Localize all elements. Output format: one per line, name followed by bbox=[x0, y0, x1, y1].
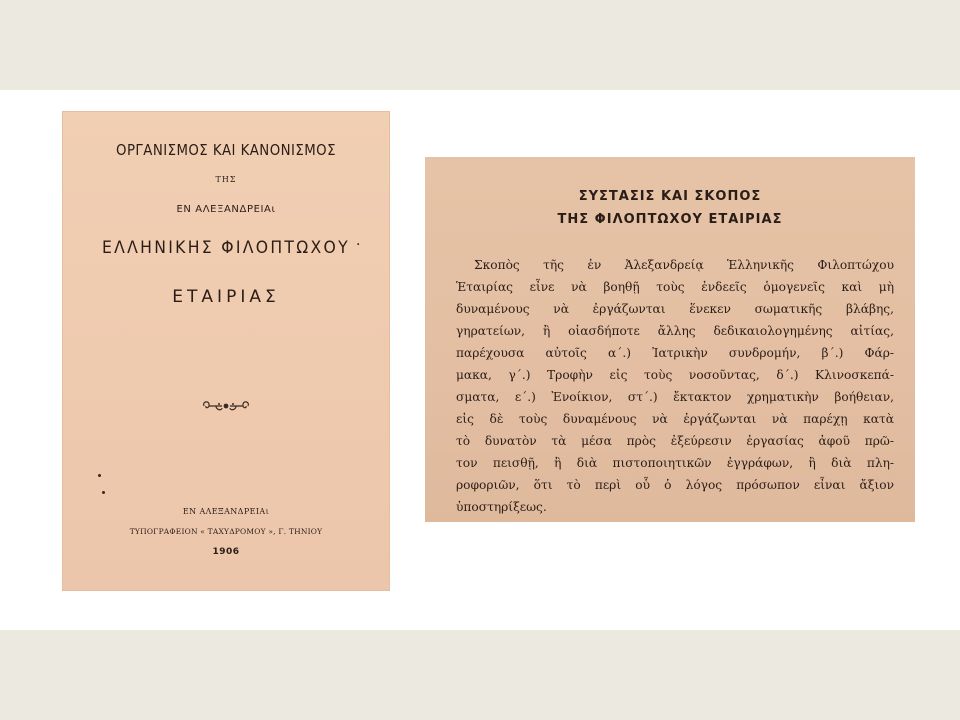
bottom-band bbox=[0, 630, 960, 720]
imprint-year: 1906 bbox=[212, 547, 240, 557]
text-line: σματα, ε΄.) Ἐνοίκιον, στ΄.) ἔκτακτον χρηματικὴν βοήθειαν, bbox=[456, 390, 894, 404]
imprint-printer: ΤΥΠΟΓΡΑΦΕΙΟΝ « ΤΑΧΥΔΡΟΜΟΥ », Γ. ΤΗΝΙΟΥ bbox=[129, 527, 323, 536]
text-line: τὸ δυνατὸν τὰ μέσα πρὸς ἐξεύρεσιν ἐργασίας ἀφοῦ πρῶ- bbox=[456, 434, 894, 448]
text-line: εἰς δὲ τοὺς δυναμένους νὰ ἐργάζωνται νὰ παρέχῃ κατὰ bbox=[456, 412, 894, 426]
text-line: τον πεισθῇ, ἢ διὰ πιστοποιητικῶν ἐγγράφων, ἢ διὰ πλη- bbox=[456, 456, 894, 470]
text-line: Σκοπὸς τῆς ἐν Ἀλεξανδρείᾳ Ἑλληνικῆς Φιλοπτώχου bbox=[474, 258, 894, 272]
cover-dot-mark bbox=[98, 474, 101, 477]
text-line: γηρατείων, ἢ οἱασδήποτε ἄλλης δεδικαιολογημένης αἰτίας, bbox=[456, 324, 894, 338]
text-line: παρέχουσα αὐτοῖς α΄.) Ἰατρικὴν συνδρομήν, β΄.) Φάρ- bbox=[456, 346, 894, 360]
text-line: ὑποστηρίξεως. bbox=[456, 500, 547, 514]
text-line: ροφοριῶν, ὅτι τὸ περὶ οὗ ὁ λόγος πρόσωπον εἶναι ἄξιον bbox=[456, 478, 894, 492]
cover-dot-mark bbox=[102, 491, 105, 494]
cover-society-word: ΕΤΑΙΡΙΑΣ bbox=[172, 287, 280, 307]
cover-society-name: ΕΛΛΗΝΙΚΗΣ ΦΙΛΟΠΤΩΧΟΥ bbox=[101, 238, 350, 258]
ornament-icon bbox=[200, 398, 252, 414]
excerpt-heading: ΣΥΣΤΑΣΙΣ ΚΑΙ ΣΚΟΠΟΣ bbox=[578, 189, 762, 204]
cover-place: ΕΝ ΑΛΕΞΑΝΔΡΕΙΑι bbox=[176, 204, 276, 215]
imprint-place: ΕΝ ΑΛΕΞΑΝΔΡΕΙΑι bbox=[182, 507, 270, 516]
text-excerpt-image bbox=[425, 157, 915, 522]
excerpt-subheading: ΤΗΣ ΦΙΛΟΠΤΩΧΟΥ ΕΤΑΙΡΙΑΣ bbox=[557, 212, 783, 227]
cover-dot: · bbox=[356, 237, 361, 253]
cover-article: ΤΗΣ bbox=[215, 175, 237, 184]
text-line: Ἑταιρίας εἶνε νὰ βοηθῇ τοὺς ἐνδεεῖς ὁμογενεῖς καὶ μὴ bbox=[456, 280, 894, 294]
top-band bbox=[0, 0, 960, 90]
title-page-image bbox=[62, 111, 390, 591]
cover-title: ΟΡΓΑΝΙΣΜΟΣ ΚΑΙ ΚΑΝΟΝΙΣΜΟΣ bbox=[116, 141, 336, 159]
excerpt-body bbox=[456, 254, 894, 518]
text-line: δυναμένους νὰ ἐργάζωνται ἕνεκεν σωματικῆς βλάβης, bbox=[456, 302, 894, 316]
text-line: μακα, γ΄.) Τροφὴν εἰς τοὺς νοσοῦντας, δ΄.) Κλινοσκεπά- bbox=[456, 368, 894, 382]
